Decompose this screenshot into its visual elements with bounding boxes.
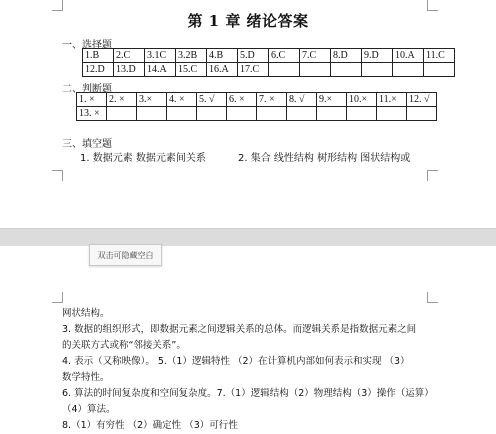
- table-row: [83, 63, 455, 77]
- fill-answer-1: 1. 数据元素 数据元素间关系: [80, 153, 206, 164]
- hide-whitespace-tooltip[interactable]: 双击可隐藏空白: [89, 244, 162, 266]
- table-cell: 15.C: [176, 63, 207, 77]
- table-cell: [317, 107, 347, 121]
- table-cell: 1.B: [83, 49, 114, 63]
- table-cell: [287, 107, 317, 121]
- margin-mark-bottom-right: [427, 170, 438, 181]
- table-cell: 11.C: [424, 49, 455, 63]
- table-cell: 13. ×: [77, 107, 107, 121]
- table-cell: 12.D: [83, 63, 114, 77]
- page-gap[interactable]: [0, 228, 496, 247]
- section-heading-fill: 三、填空题: [62, 139, 112, 150]
- table-cell: [362, 63, 393, 77]
- body-line: 3. 数据的组织形式，即数据元素之间逻辑关系的总体。而逻辑关系是指数据元素之间: [62, 324, 417, 335]
- table-cell: [347, 107, 377, 121]
- body-line: 8.（1）有穷性 （2）确定性 （3）可行性: [62, 420, 238, 431]
- table-cell: [331, 63, 362, 77]
- table-cell: 7. ×: [257, 93, 287, 107]
- table-row: [83, 49, 455, 63]
- table-row: [77, 93, 437, 107]
- body-line: 4. 表示（又称映像）。 5.（1）逻辑特性 （2）在计算机内部如何表示和实现 （3）: [62, 356, 410, 367]
- table-cell: 13.D: [114, 63, 145, 77]
- table-cell: 2. ×: [107, 93, 137, 107]
- table-cell: 4. ×: [167, 93, 197, 107]
- fill-answer-2: 2. 集合 线性结构 树形结构 图状结构或: [238, 153, 411, 164]
- table-cell: [257, 107, 287, 121]
- table-cell: [407, 107, 437, 121]
- table-cell: 3.1C: [145, 49, 176, 63]
- table-cell: 5. √: [197, 93, 227, 107]
- table-cell: [300, 63, 331, 77]
- table-cell: 1. ×: [77, 93, 107, 107]
- table-cell: 11.×: [377, 93, 407, 107]
- table-cell: 3.×: [137, 93, 167, 107]
- table-cell: 10.A: [393, 49, 424, 63]
- table-cell: [197, 107, 227, 121]
- margin-mark-top-right-2: [427, 292, 438, 303]
- table-cell: 10.×: [347, 93, 377, 107]
- page-2-body: [62, 306, 442, 434]
- table-cell: 8. √: [287, 93, 317, 107]
- table-cell: [167, 107, 197, 121]
- table-cell: 17.C: [238, 63, 269, 77]
- table-cell: [137, 107, 167, 121]
- table-cell: [377, 107, 407, 121]
- body-line: 的关联方式或称“邻接关系”。: [62, 340, 186, 351]
- table-cell: [107, 107, 137, 121]
- choice-answer-table: [82, 48, 455, 77]
- table-cell: 14.A: [145, 63, 176, 77]
- table-cell: 9.×: [317, 93, 347, 107]
- table-cell: 8.D: [331, 49, 362, 63]
- table-cell: 5.D: [238, 49, 269, 63]
- margin-mark-bottom-left: [52, 170, 63, 181]
- chapter-title: 第 1 章 绪论答案: [187, 12, 309, 30]
- body-line: （4）算法。: [62, 404, 116, 415]
- section-heading-choice: 一、选择题: [62, 40, 112, 51]
- body-line: 网状结构。: [62, 308, 110, 319]
- table-cell: 2.C: [114, 49, 145, 63]
- table-cell: 4.B: [207, 49, 238, 63]
- section-heading-judge: 二、判断题: [62, 84, 112, 95]
- margin-mark-top-left-2: [52, 292, 63, 303]
- table-cell: 7.C: [300, 49, 331, 63]
- table-cell: 16.A: [207, 63, 238, 77]
- table-cell: 3.2B: [176, 49, 207, 63]
- table-cell: [424, 63, 455, 77]
- table-row: [77, 107, 437, 121]
- judge-answer-table: [76, 92, 437, 121]
- table-cell: 6.C: [269, 49, 300, 63]
- body-line: 6. 算法的时间复杂度和空间复杂度。7.（1）逻辑结构（2）物理结构（3）操作（运算）: [62, 388, 434, 399]
- table-cell: 9.D: [362, 49, 393, 63]
- body-line: 数学特性。: [62, 372, 110, 383]
- table-cell: 12. √: [407, 93, 437, 107]
- table-cell: 6. ×: [227, 93, 257, 107]
- table-cell: [269, 63, 300, 77]
- document-page-2: [0, 246, 496, 431]
- table-cell: [227, 107, 257, 121]
- table-cell: [393, 63, 424, 77]
